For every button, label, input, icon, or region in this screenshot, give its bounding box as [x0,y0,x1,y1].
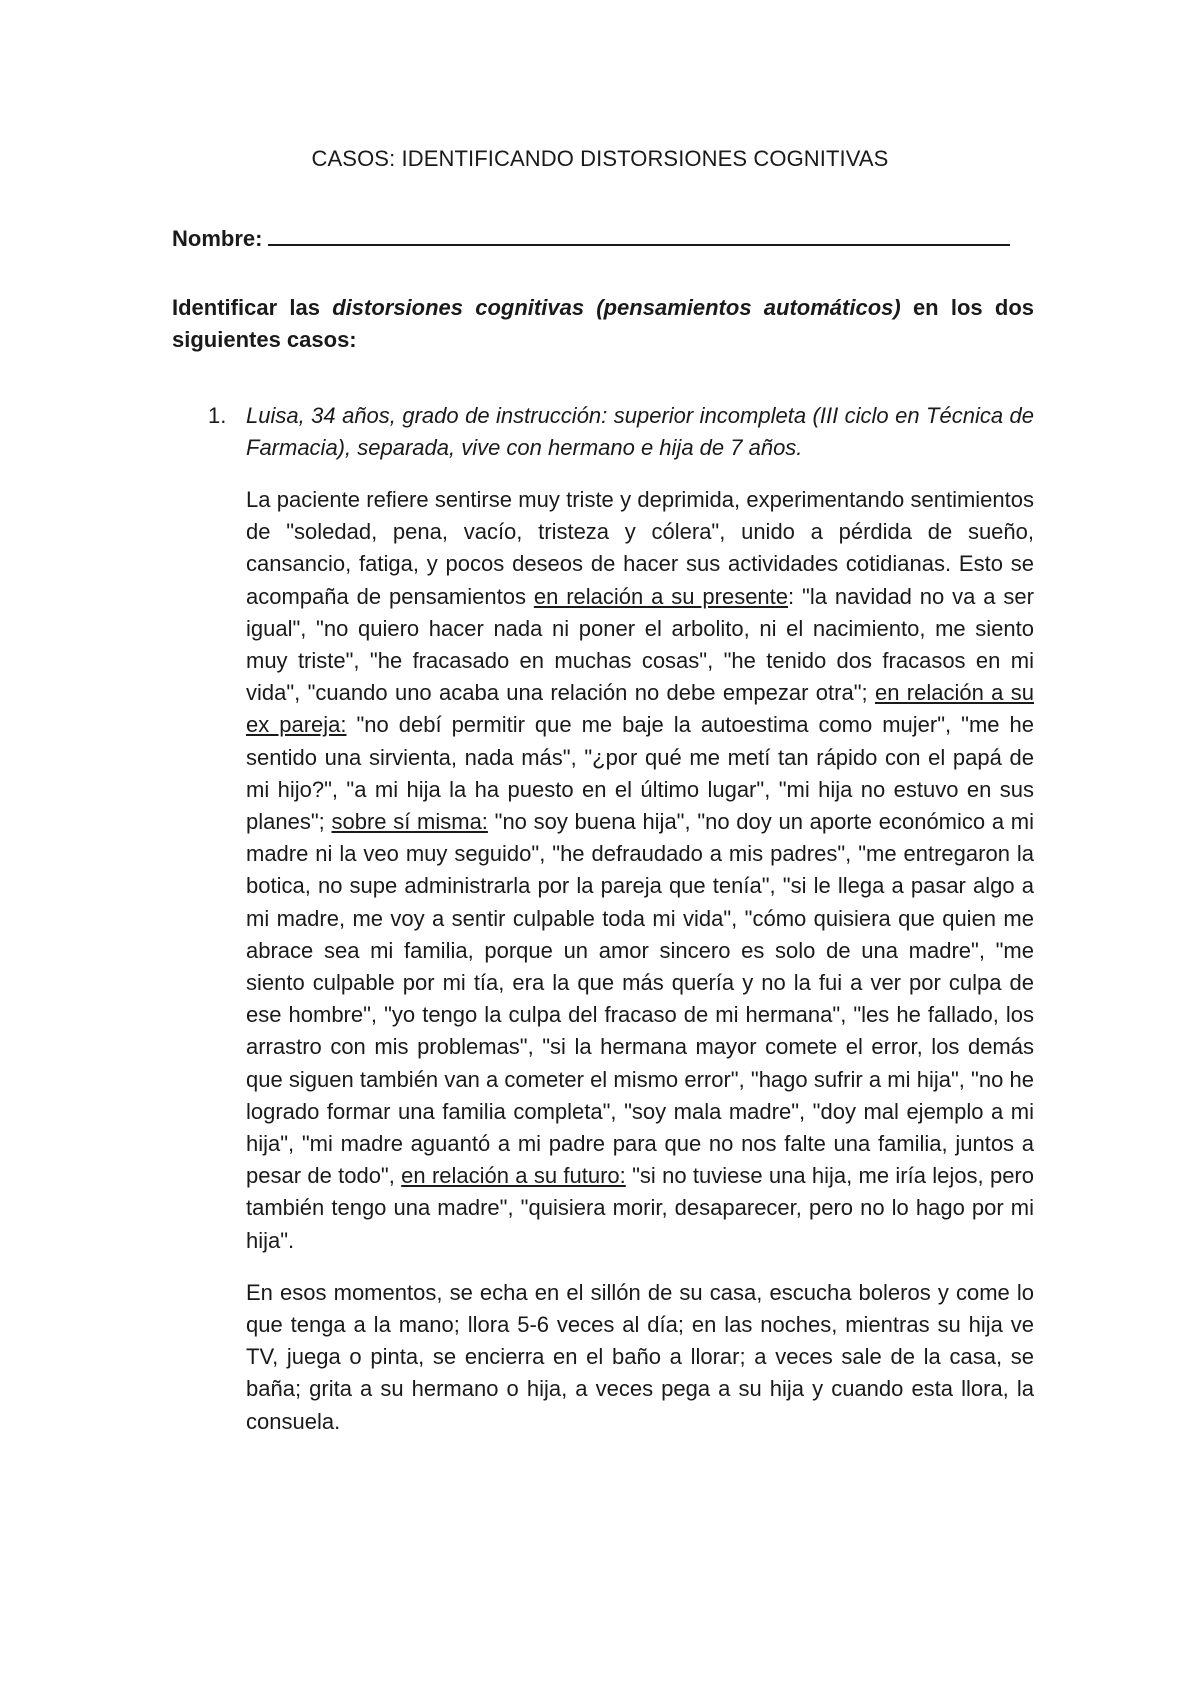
case-1-p1-part-e: "si no tuviese una hija, me iría lejos, pero también tengo una madre", "quisiera morir, desaparecer, pero no lo hago por mi hija". [246,1163,1034,1253]
case-1-paragraph-1 [246,484,1034,1257]
name-blank-line [268,222,1010,246]
case-1-p1-part-d: "no soy buena hija", "no doy un aporte económico a mi madre ni la veo muy seguido", "he defraudado a mis padres", "me entregaron la botica, no supe administrarla por la pareja que tenía", "si le llega a pasar algo a mi madre, me voy a sentir culpable toda mi vida", "cómo quisiera que quien me abrace sea mi familia, porque un amor sincero es solo de una madre", "me siento culpable por mi tía, era la que más quería y no la fui a ver por culpa de ese hombre", "yo tengo la culpa del fracaso de mi hermana", "les he fallado, los arrastro con mis problemas", "si la hermana mayor comete el error, los demás que siguen también van a cometer el mismo error", "hago sufrir a mi hija", "no he logrado formar una familia completa", "soy mala madre", "doy mal ejemplo a mi hija", "mi madre aguantó a mi padre para que no nos falte una familia, juntos a pesar de todo", [246,809,1034,1189]
case-1-paragraph-2: En esos momentos, se echa en el sillón de su casa, escucha boleros y come lo que tenga a la mano; llora 5-6 veces al día; en las noches, mientras su hija ve TV, juega o pinta, se encierra en el baño a llorar; a veces sale de la casa, se baña; grita a su hermano o hija, a veces pega a su hija y cuando esta llora, la consuela. [246,1279,1034,1434]
case-1-p1-part-c: "no debí permitir que me baje la autoestima como mujer", "me he sentido una sirvienta, nada más", "¿por qué me metí tan rápido con el papá de mi hijo?", "a mi hija la ha puesto en el último lugar", "mi hija no estuvo en sus planes"; [246,712,1034,835]
instructions-before: Identificar las [172,295,333,320]
instructions-after: en los dos siguientes casos: [172,295,1034,352]
case-1-p1-underline-future: en relación a su futuro: [401,1163,626,1189]
case-1-p1-part-b: : "la navidad no va a ser igual", "no quiero hacer nada ni poner el arbolito, ni el nacimiento, me siento muy triste", "he fracasado en muchas cosas", "he tenido dos fracasos en mi vida", "cuando uno acaba una relación no debe empezar otra"; [246,583,1034,706]
name-field-row [172,222,1010,252]
case-1-p1-part-a: La paciente refiere sentirse muy triste y deprimida, experimentando sentimientos de "soledad, pena, vacío, tristeza y cólera", unido a pérdida de sueño, cansancio, fatiga, y pocos deseos de hacer sus actividades cotidianas. Esto se acompaña de pensamientos [246,487,1034,609]
instructions-emphasis: distorsiones cognitivas (pensamientos automáticos) [332,295,901,320]
case-1-number: 1. [208,403,227,428]
case-1 [172,400,1034,1458]
name-label: Nombre: [172,226,263,251]
instructions [172,292,1034,356]
document-title: CASOS: IDENTIFICANDO DISTORSIONES COGNITIVAS [311,146,889,171]
case-1-header: Luisa, 34 años, grado de instrucción: superior incompleta (III ciclo en Técnica de Farmacia), separada, vive con hermano e hija de 7 años. [246,403,1034,460]
case-1-body [246,400,1034,1438]
case-1-p1-underline-present: en relación a su presente [533,583,789,609]
case-1-p1-underline-ex-partner: en relación a su ex pareja: [246,680,1034,738]
case-1-p1-underline-herself: sobre sí misma: [331,809,488,835]
